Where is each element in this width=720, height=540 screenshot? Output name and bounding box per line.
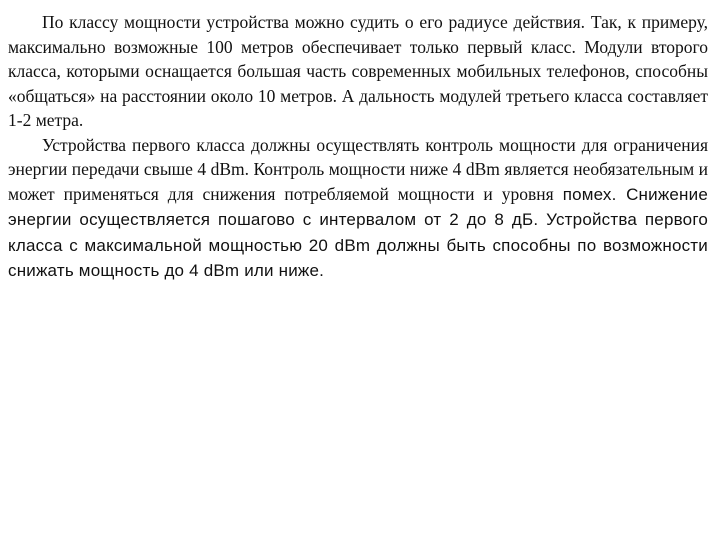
document-body	[8, 10, 708, 284]
paragraph-1-text: По классу мощности устройства можно судить о его радиусе действия. Так, к примеру, максимально возможные 100 метров обеспечивает только первый класс. Модули второго класса, которыми оснащается большая часть современных мобильных телефонов, способны «общаться» на расстоянии около 10 метров. А дальность модулей третьего класса составляет 1-2 метра.	[8, 12, 708, 130]
paragraph-2-sans-text: помех. Снижение энергии осуществляется пошагово с интервалом от 2 до 8 дБ. Устройства первого класса с максимальной мощностью 20 dBm должны быть способны по возможности снижать мощность до 4 dBm или ниже.	[8, 184, 708, 280]
paragraph-2-serif-text: Устройства первого класса должны осуществлять контроль мощности для ограничения энергии передачи свыше 4 dBm. Контроль мощности ниже 4 dBm является необязательным и может применяться для снижения потребляемой мощности и уровня	[8, 134, 708, 204]
paragraph-power-class-range	[8, 10, 708, 133]
paragraph-power-control	[8, 133, 708, 284]
